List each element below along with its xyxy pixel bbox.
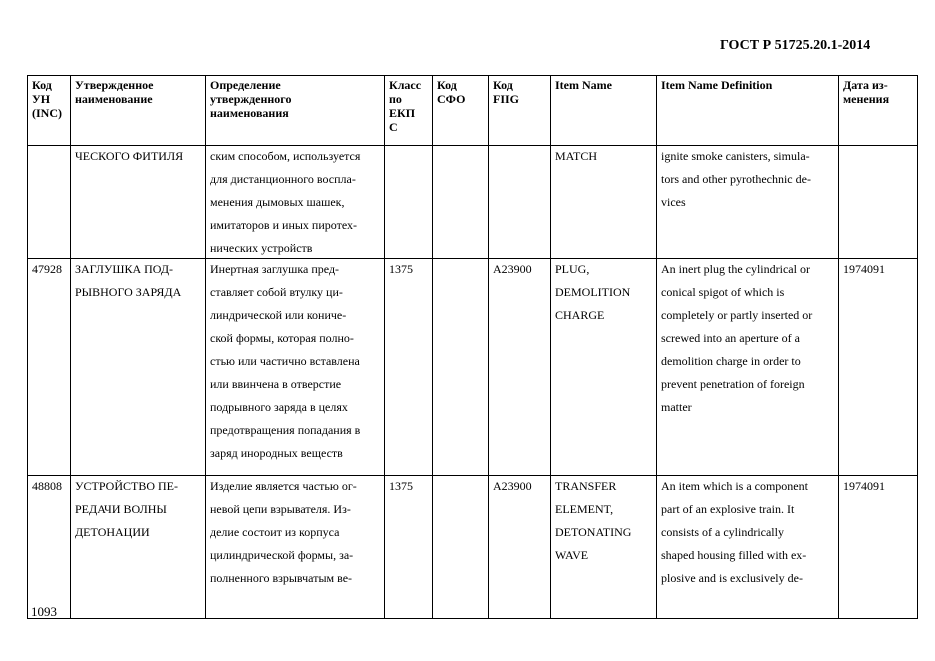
header-text: наименование (75, 92, 153, 106)
header-text: Класс (389, 78, 422, 92)
cell-fiig: A23900 (493, 262, 532, 276)
cell-def_ru: имитаторов и иных пиротех- (210, 218, 358, 232)
header-cell-sfo (437, 78, 485, 106)
header-text: Код (493, 78, 513, 92)
cell-def_en: prevent penetration of foreign (661, 377, 805, 391)
cell-name_en: PLUG, (555, 262, 590, 276)
cell-date: 1974091 (843, 479, 885, 493)
cell-def_ru: Инертная заглушка пред- (210, 262, 340, 276)
header-cell-definition (210, 78, 381, 120)
cell-class: 1375 (389, 262, 413, 276)
table-column-rule (550, 75, 551, 619)
header-text: ЕКП (389, 106, 416, 120)
cell-name_ru: УСТРОЙСТВО ПЕ- (75, 479, 178, 493)
cell-name_ru: ЗАГЛУШКА ПОД- (75, 262, 174, 276)
header-cell-date (843, 78, 915, 106)
cell-def_ru: стью или частично вставлена (210, 354, 360, 368)
header-cell-item_def (661, 78, 835, 92)
header-text: FIIG (493, 92, 520, 106)
cell-def_ru: невой цепи взрывателя. Из- (210, 502, 351, 516)
cell-def_ru: или ввинчена в отверстие (210, 377, 342, 391)
cell-name_ru: ЧЕСКОГО ФИТИЛЯ (75, 149, 184, 163)
header-text: менения (843, 92, 890, 106)
table-column-rule (917, 75, 918, 619)
cell-class: 1375 (389, 479, 413, 493)
data-table (27, 75, 918, 619)
cell-def_en: An item which is a component (661, 479, 808, 493)
cell-def_ru: для дистанционного воспла- (210, 172, 356, 186)
header-text: Код (437, 78, 457, 92)
header-text: по (389, 92, 402, 106)
cell-def_en: An inert plug the cylindrical or (661, 262, 810, 276)
cell-def_ru: цилиндрической формы, за- (210, 548, 354, 562)
cell-def_en: conical spigot of which is (661, 285, 785, 299)
cell-inc: 48808 (32, 479, 62, 493)
header-text: Код (32, 78, 52, 92)
header-text: Утвержденное (75, 78, 154, 92)
header-text: наименования (210, 106, 289, 120)
cell-name_en: DEMOLITION (555, 285, 631, 299)
header-text: утвержденного (210, 92, 292, 106)
cell-def_en: ignite smoke canisters, simula- (661, 149, 810, 163)
table-column-rule (70, 75, 71, 619)
header-text: Item Name Definition (661, 78, 773, 92)
header-text: СФО (437, 92, 466, 106)
cell-def_ru: ским способом, используется (210, 149, 361, 163)
cell-name_ru: ДЕТОНАЦИИ (75, 525, 150, 539)
header-cell-class (389, 78, 429, 134)
page-number: 1093 (31, 604, 57, 619)
cell-def_en: consists of a cylindrically (661, 525, 784, 539)
table-column-rule (384, 75, 385, 619)
cell-def_ru: линдрической или кониче- (210, 308, 347, 322)
header-text: С (389, 120, 398, 134)
cell-def_ru: делие состоит из корпуса (210, 525, 340, 539)
cell-def_ru: ской формы, которая полно- (210, 331, 354, 345)
cell-def_en: vices (661, 195, 686, 209)
table-row-rule (27, 618, 918, 619)
cell-name_en: WAVE (555, 548, 589, 562)
cell-def_en: plosive and is exclusively de- (661, 571, 803, 585)
header-cell-fiig (493, 78, 547, 106)
cell-def_ru: предотвращения попадания в (210, 423, 361, 437)
header-text: Item Name (555, 78, 612, 92)
cell-inc: 47928 (32, 262, 62, 276)
cell-def_ru: нических устройств (210, 241, 313, 255)
header-cell-inc (32, 78, 67, 120)
table-column-rule (656, 75, 657, 619)
cell-def_en: tors and other pyrothechnic de- (661, 172, 811, 186)
doc-header: ГОСТ Р 51725.20.1-2014 (720, 38, 871, 53)
cell-def_en: matter (661, 400, 692, 414)
cell-name_en: MATCH (555, 149, 598, 163)
cell-fiig: A23900 (493, 479, 532, 493)
cell-date: 1974091 (843, 262, 885, 276)
table-column-rule (27, 75, 28, 619)
header-cell-approved_name (75, 78, 202, 106)
header-text: УН (32, 92, 51, 106)
cell-name_ru: РЕДАЧИ ВОЛНЫ (75, 502, 167, 516)
cell-name_ru: РЫВНОГО ЗАРЯДА (75, 285, 182, 299)
header-text: (INC) (32, 106, 62, 120)
cell-def_ru: заряд инородных веществ (210, 446, 343, 460)
cell-def_ru: полненного взрывчатым ве- (210, 571, 353, 585)
cell-def_en: demolition charge in order to (661, 354, 801, 368)
header-cell-item_name (555, 78, 653, 92)
cell-def_en: part of an explosive train. It (661, 502, 795, 516)
cell-def_ru: Изделие является частью ог- (210, 479, 357, 493)
cell-def_ru: подрывного заряда в целях (210, 400, 348, 414)
header-text: Дата из- (843, 78, 888, 92)
cell-def_en: shaped housing filled with ex- (661, 548, 807, 562)
cell-name_en: ELEMENT, (555, 502, 614, 516)
header-text: Определение (210, 78, 281, 92)
cell-def_en: screwed into an aperture of a (661, 331, 800, 345)
table-column-rule (205, 75, 206, 619)
cell-def_en: completely or partly inserted or (661, 308, 813, 322)
table-column-rule (488, 75, 489, 619)
cell-def_ru: ставляет собой втулку ци- (210, 285, 343, 299)
table-column-rule (432, 75, 433, 619)
cell-name_en: CHARGE (555, 308, 605, 322)
table-column-rule (838, 75, 839, 619)
table-row-rule (27, 75, 918, 76)
cell-name_en: TRANSFER (555, 479, 617, 493)
cell-name_en: DETONATING (555, 525, 632, 539)
cell-def_ru: менения дымовых шашек, (210, 195, 345, 209)
